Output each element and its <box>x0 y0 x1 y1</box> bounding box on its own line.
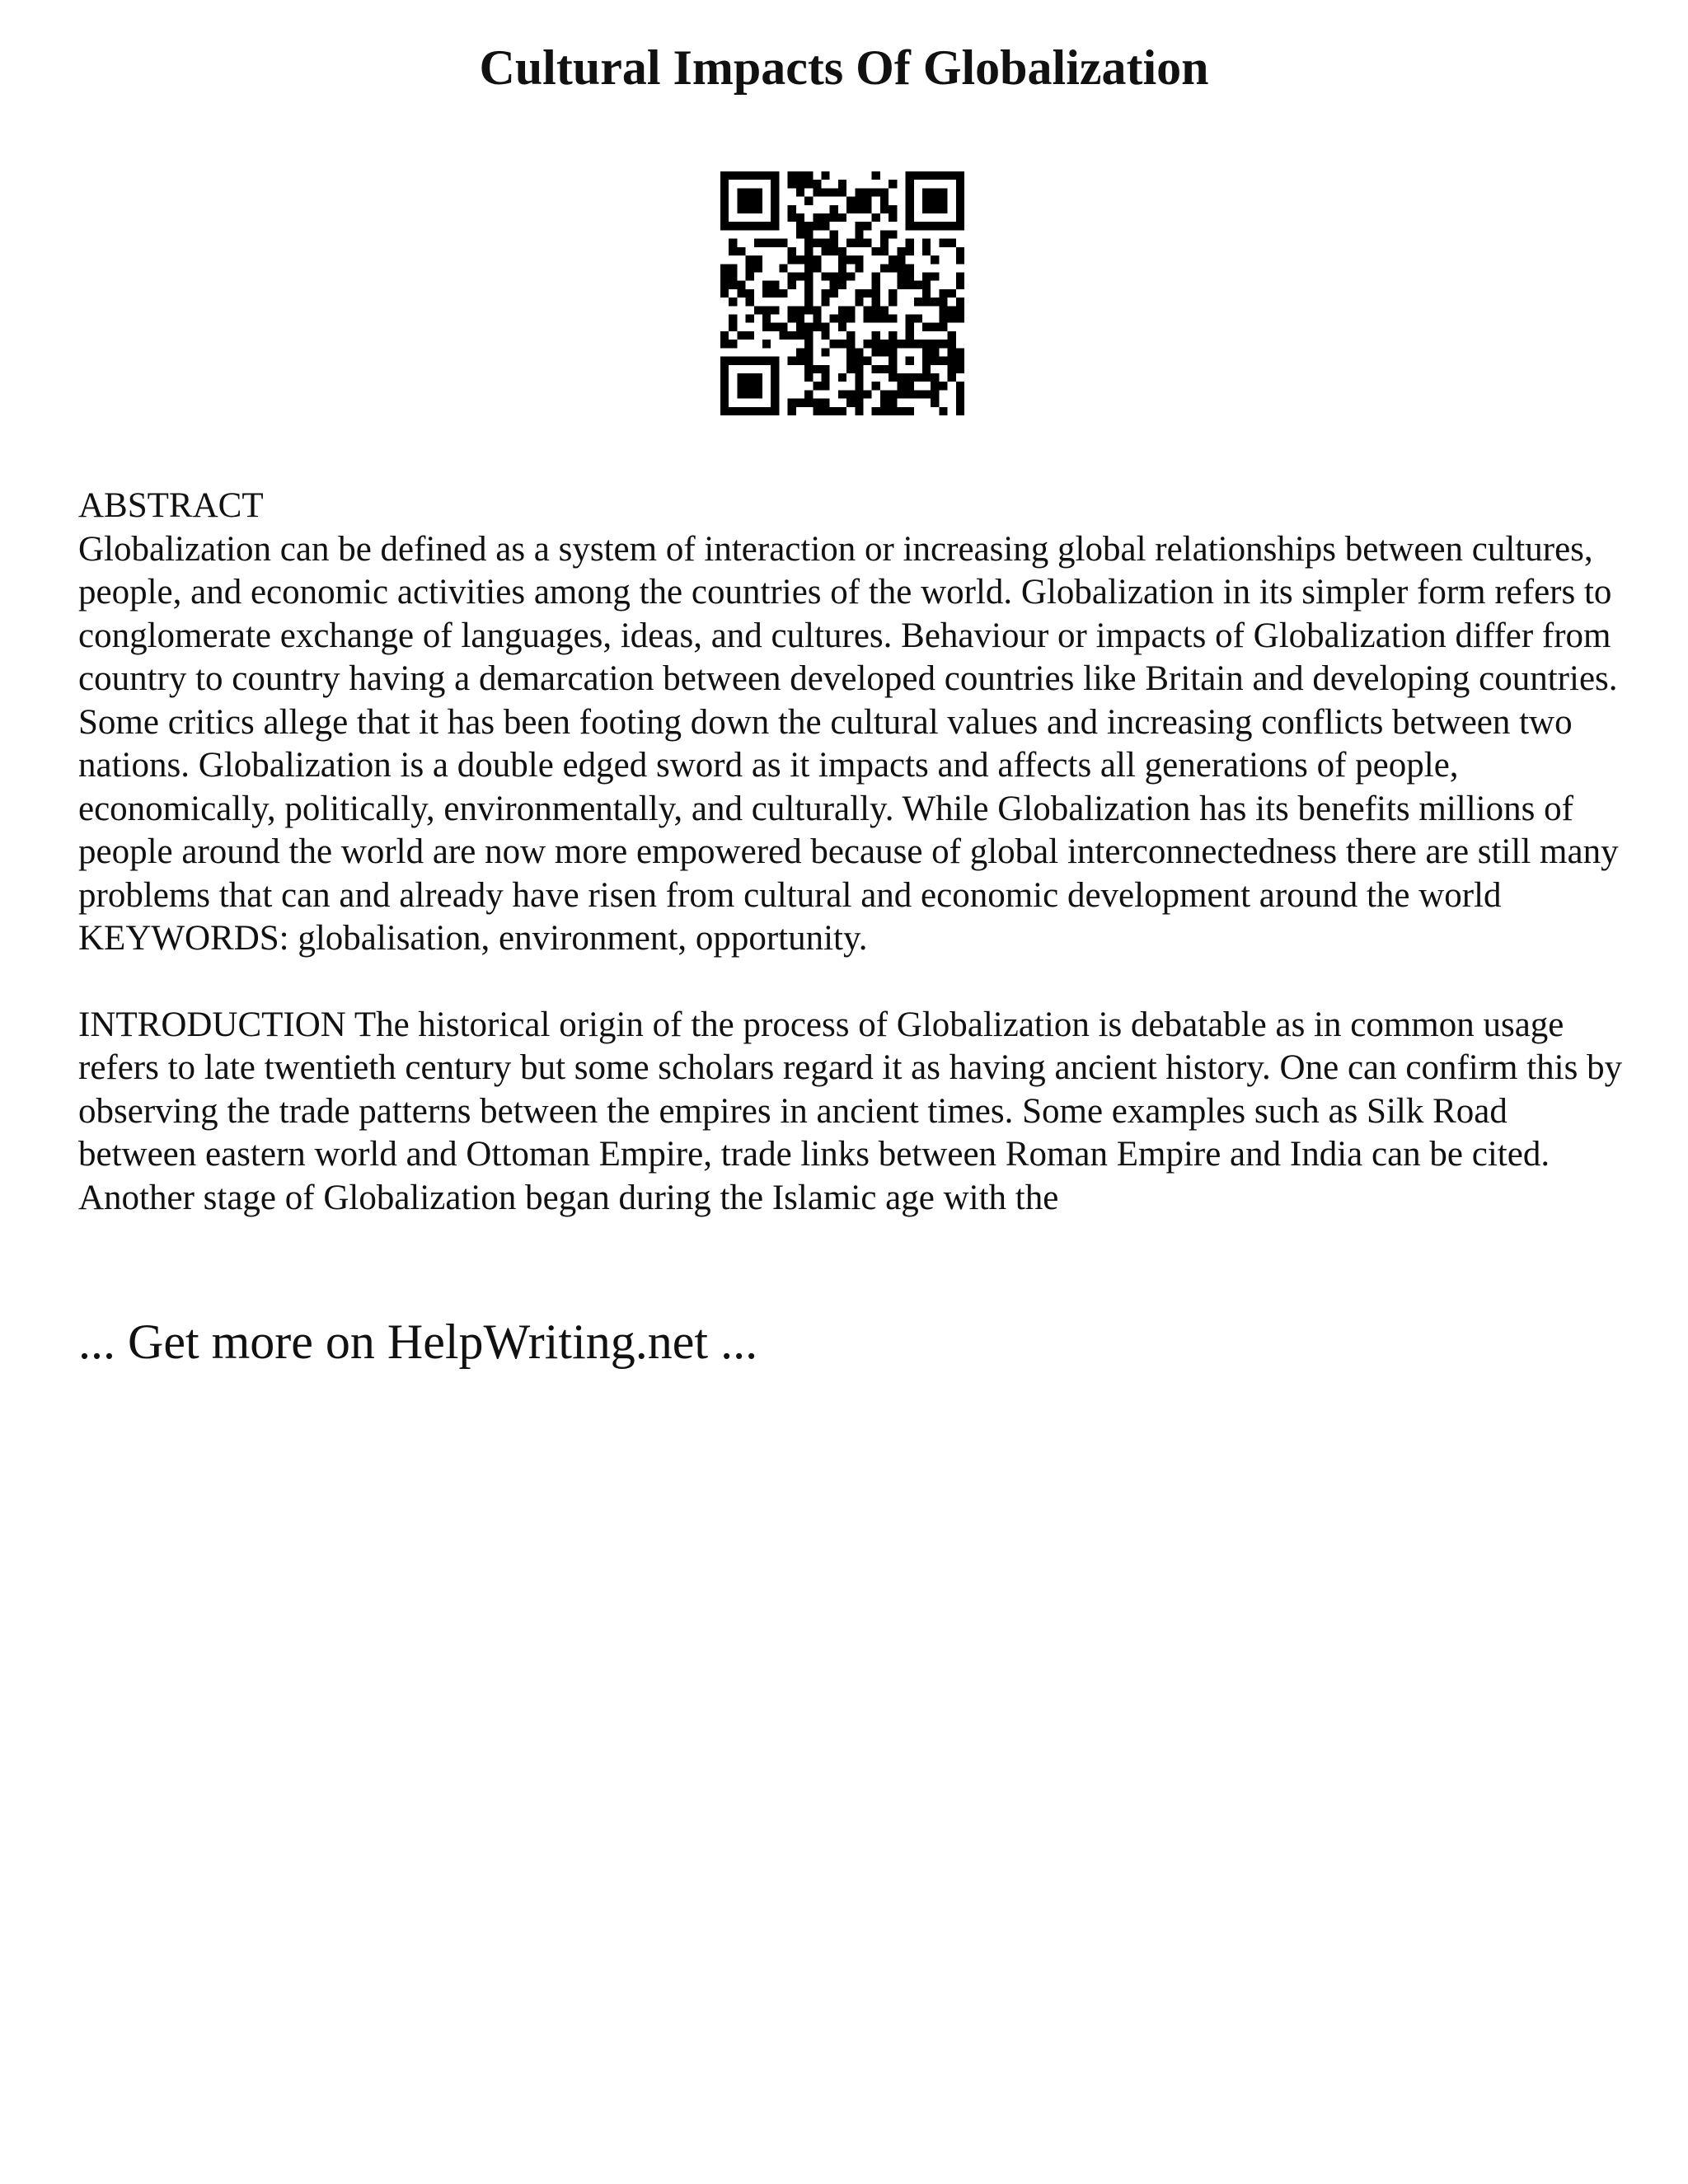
qr-code-icon <box>720 171 964 415</box>
get-more-link[interactable]: ... Get more on HelpWriting.net ... <box>78 1315 758 1369</box>
abstract-text: Globalization can be defined as a system of interaction or increasing global relationships between cultures, people, and economic activities among the countries of the world. Globalization in its simpler form refers to conglomerate exchange of languages, ideas, and cultures. Behaviour or impacts of Globalization differ from country to country having a demarcation between developed countries like Britain and developing countries. Some critics allege that it has been footing down the cultural values and increasing conflicts between two nations. Globalization is a double edged sword as it impacts and affects all generations of people, economically, politically, environmentally, and culturally. While Globalization has its benefits millions of people around the world are now more empowered because of global interconnectedness there are still many problems that can and already have risen from cultural and economic development around the world KEYWORDS: globalisation, environment, opportunity. <box>78 529 1619 958</box>
document-body <box>78 485 1628 1220</box>
document-title: Cultural Impacts Of Globalization <box>479 40 1209 95</box>
introduction-text: INTRODUCTION The historical origin of the process of Globalization is debatable as in common usage refers to late twentieth century but some scholars regard it as having ancient history. One can confirm this by observing the trade patterns between the empires in ancient times. Some examples such as Silk Road between eastern world and Ottoman Empire, trade links between Roman Empire and India can be cited. Another stage of Globalization began during the Islamic age with the <box>78 1005 1623 1217</box>
abstract-heading: ABSTRACT <box>78 486 264 525</box>
